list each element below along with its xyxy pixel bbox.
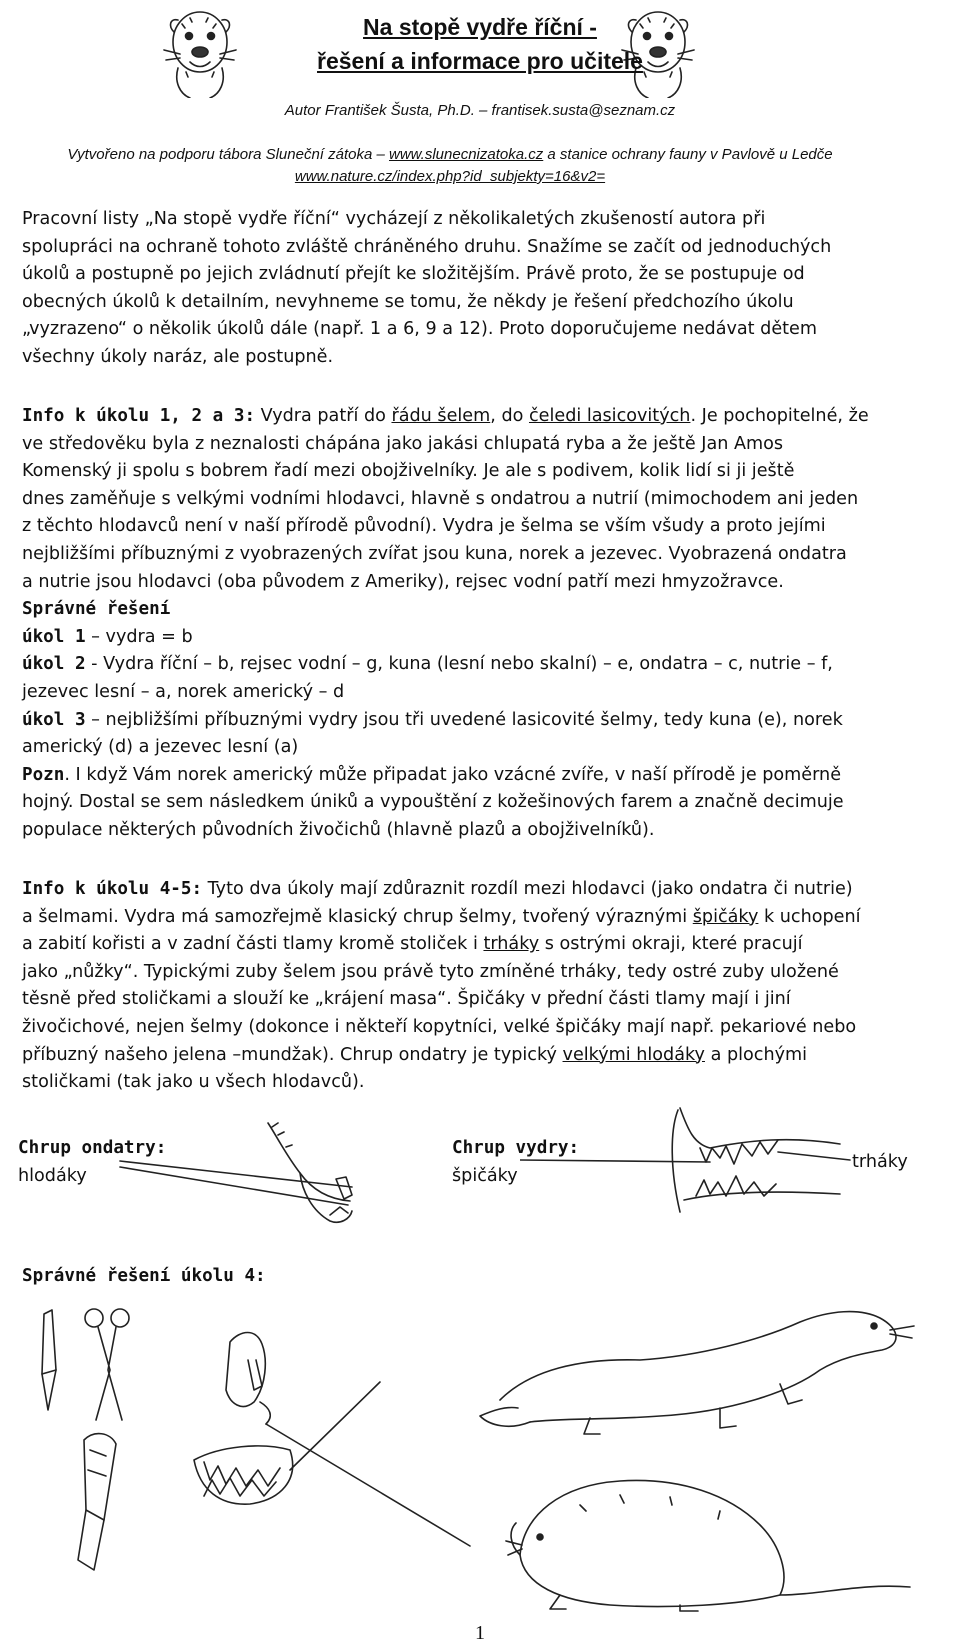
nature-url-link[interactable]: www.nature.cz/index.php?id_subjekty=16&v2= bbox=[294, 168, 606, 185]
intro-paragraph: Pracovní listy „Na stopě vydře říční“ vycházejí z několikaletých zkušeností autora při spolupráci na ochraně tohoto zvláště chráněného druhu. Snažíme se začít od jednoduchých úkolů a postupně po jejich zvládnutí přejít ke složitějším. Právě proto, že se postupuje od obecných úkolů k detailním, nevyhneme se tomu, že někdy je řešení předchozího úkolu „vyzrazeno“ o několik úkolů dále (např. 1 a 6, 9 a 12). Proto doporučujeme nedávat dětem všechny úkoly naráz, ale postupně. bbox=[22, 209, 832, 367]
muskrat-illustration bbox=[500, 1445, 920, 1615]
info123-label: Info k úkolu 1, 2 a 3: bbox=[22, 406, 256, 426]
author-line: Autor František Šusta, Ph.D. – frantisek.susta@seznam.cz bbox=[284, 102, 676, 119]
otter-teeth-label: Chrup vydry: bbox=[452, 1138, 580, 1158]
match-line-2 bbox=[290, 1382, 380, 1470]
carnassial-arrow bbox=[778, 1152, 850, 1160]
solution-heading: Správné řešení bbox=[22, 599, 171, 620]
otter-teeth-sub: špičáky bbox=[452, 1166, 518, 1186]
info-task-1-3: Info k úkolu 1, 2 a 3: Vydra patří do řádu šelem, do čeledi lasicovitých. Je pochopitelné, že ve středověku byla z neznalosti chápána jako jakási chlupatá ryba a že ještě Jan Amos Komenský ji spolu s bobrem řadí mezi obojživelníky. Je ale s podivem, kolik lidí si ji ještě dnes zaměňuje s velkými vodními hlodavci, hlavně s ondatrou a nutrií (mimochodem ani jeden z těchto hlodavců není v naší přírodě původní). Vydra je šelma se vším všudy a proto jejími nejbližšími příbuznými z vyobrazených zvířat jsou kuna, norek a jezevec. Vyobrazená ondatra a nutrie jsou hlodavci (oba původem z Ameriky), rejsec vodní patří mezi hmyzožravce. Správné řešení úkol 1 – vydra = b úkol 2 - Vydra říční – b, rejsec vodní – g, kuna (lesní nebo skalní) – e, ondatra – c, nutrie – f, jezevec lesní – a, norek americký – d úkol 3 – nejbližšími příbuznými vydry jsou tři uvedené lasicovité šelmy, tedy kuna (e), norek americký (d) a jezevec lesní (a) Pozn. I když Vám norek americký může připadat jako vzácné zvíře, v naší přírodě je poměrně hojný. Dostal se sem následkem úniků a vypouštění z kožešinových farem a značně decimuje populace některých původních živočichů (hlavně plazů a obojživelníků). bbox=[22, 406, 869, 840]
muskrat-teeth-label: Chrup ondatry: bbox=[18, 1138, 167, 1158]
page-title-line1: Na stopě vydře říční - bbox=[363, 14, 597, 40]
solution-task4-heading: Správné řešení úkolu 4: bbox=[22, 1266, 266, 1286]
info45-label: Info k úkolu 4-5: bbox=[22, 879, 203, 899]
page-title-line2: řešení a informace pro učitele bbox=[317, 48, 643, 74]
info-task-4-5: Info k úkolu 4-5: Tyto dva úkoly mají zdůraznit rozdíl mezi hlodavci (jako ondatra či nutrie) a šelmami. Vydra má samozřejmě klasický chrup šelmy, tvořený výraznými špičáky k uchopení a zabití kořisti a v zadní části tlamy kromě stoliček i trháky s ostrými okraji, které pracují jako „nůžky“. Typickými zuby šelem jsou právě tyto zmíněné trháky, tedy ostré zuby uložené těsně před stoličkami a slouží ke „krájení masa“. Špičáky v přední části tlamy mají i jiní živočichové, nejen šelmy (dokonce i někteří kopytníci, velké špičáky mají např. pekariové nebo příbuzný našeho jelena –mundžak). Chrup ondatry je typický velkými hlodáky a plochými stoličkami (tak jako u všech hlodavců). bbox=[22, 879, 861, 1093]
page-number: 1 bbox=[475, 1622, 485, 1644]
otter-carnassial-label: trháky bbox=[852, 1152, 908, 1172]
support-line: Vytvořeno na podporu tábora Sluneční zátoka – www.slunecnizatoka.cz a stanice ochrany fauny v Pavlově u Ledče bbox=[67, 146, 833, 163]
canine-arrow bbox=[520, 1160, 710, 1162]
muskrat-jaw-drawing bbox=[100, 1115, 390, 1230]
tools-knife-scissors-chisel-drawing bbox=[30, 1300, 150, 1585]
support-link[interactable]: www.slunecnizatoka.cz bbox=[389, 146, 544, 163]
match-line-1 bbox=[266, 1424, 470, 1546]
muskrat-teeth-sub: hlodáky bbox=[18, 1166, 87, 1186]
muskrat-arrow-line bbox=[120, 1161, 352, 1187]
otter-jaw-drawing bbox=[520, 1100, 860, 1225]
